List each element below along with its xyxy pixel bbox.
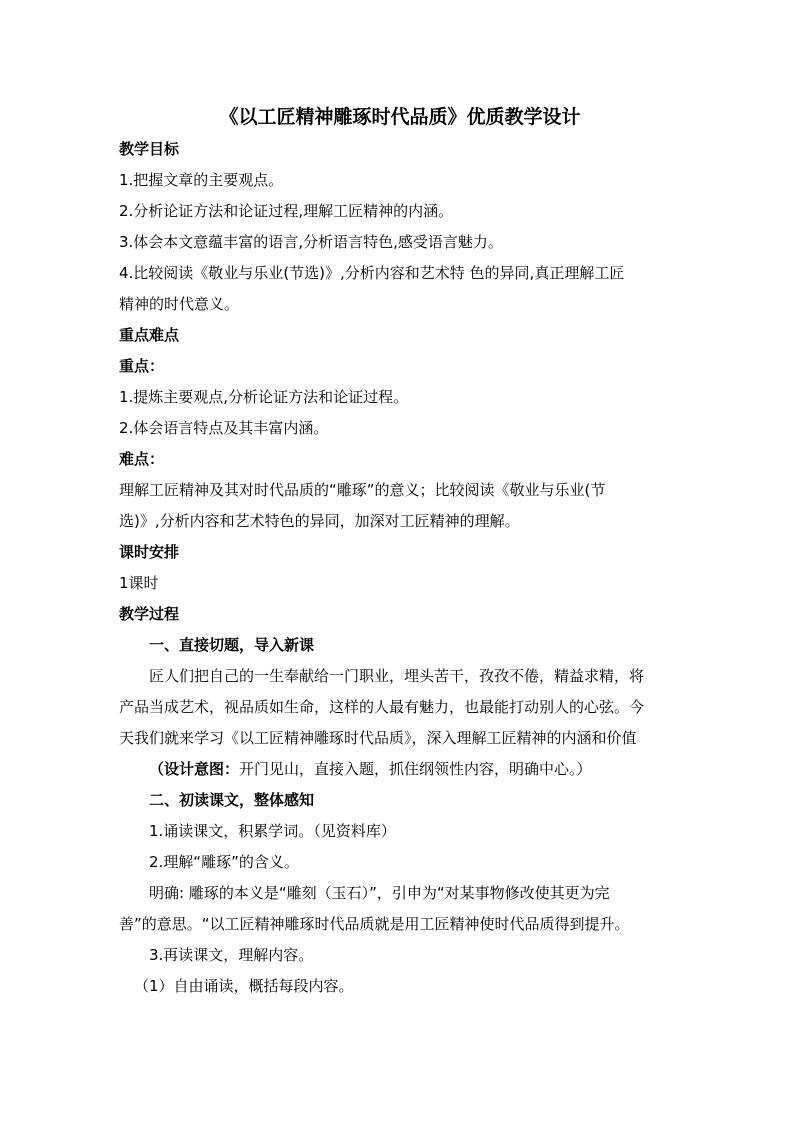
paragraph-line: 明确: 雕琢的本义是“雕刻（玉石）”，引申为“对某事物修改使其更为完 <box>149 884 610 902</box>
paragraph-line: 产品当成艺术，视品质如生命，这样的人最有魅力，也最能打动别人的心弦。今 <box>119 698 645 716</box>
step-heading-2: 二、初读课文，整体感知 <box>149 791 315 809</box>
paragraph-line: 理解工匠精神及其对时代品质的“雕琢”的意义；比较阅读《敬业与乐业(节 <box>119 481 606 499</box>
paragraph-line: （1）自由诵读，概括每段内容。 <box>134 977 354 995</box>
paragraph-line: 1.提炼主要观点,分析论证方法和论证过程。 <box>119 388 409 406</box>
step-heading-1: 一、直接切题，导入新课 <box>149 636 315 654</box>
paragraph-line: 2.体会语言特点及其丰富内涵。 <box>119 419 329 437</box>
paragraph-line: 3.体会本文意蕴丰富的语言,分析语言特色,感受语言魅力。 <box>119 233 503 251</box>
paragraph-line: 1.诵读课文，积累学词。（见资料库） <box>149 822 396 840</box>
design-intent-label: （设计意图： <box>149 760 240 778</box>
paragraph-line: 1课时 <box>119 574 159 592</box>
section-heading-schedule: 课时安排 <box>119 543 180 561</box>
paragraph-line: 1.把握文章的主要观点。 <box>119 171 284 189</box>
paragraph-line: 3.再读课文，理解内容。 <box>149 946 314 964</box>
subheading-difficult: 难点： <box>119 450 165 468</box>
paragraph-line: 匠人们把自己的一生奉献给一门职业，埋头苦干，孜孜不倦，精益求精，将 <box>149 667 645 685</box>
paragraph-line: 精神的时代意义。 <box>119 295 240 313</box>
paragraph-line: 选)》,分析内容和艺术特色的异同，加深对工匠精神的理解。 <box>119 512 520 530</box>
design-intent-line <box>119 754 681 785</box>
section-heading-process: 教学过程 <box>119 605 180 623</box>
document-title: 《以工匠精神雕琢时代品质》优质教学设计 <box>219 106 581 128</box>
paragraph-line: 2.理解“雕琢”的含义。 <box>149 853 299 871</box>
paragraph-line: 4.比较阅读《敬业与乐业(节选)》,分析内容和艺术特 色的异同,真正理解工匠 <box>119 264 625 282</box>
paragraph-line: 天我们就来学习《以工匠精神雕琢时代品质》，深入理解工匠精神的内涵和价值 <box>119 729 637 747</box>
paragraph-line: 2.分析论证方法和论证过程,理解工匠精神的内涵。 <box>119 202 454 220</box>
design-intent-text: 开门见山，直接入题，抓住纲领性内容，明确中心。） <box>239 760 592 778</box>
subheading-key: 重点： <box>119 357 165 375</box>
section-heading-objectives: 教学目标 <box>119 140 180 158</box>
section-heading-key-points: 重点难点 <box>119 326 180 344</box>
paragraph-line: 善”的意思。“以工匠精神雕琢时代品质就是用工匠精神使时代品质得到提升。 <box>119 915 630 933</box>
document-body <box>119 100 681 1002</box>
